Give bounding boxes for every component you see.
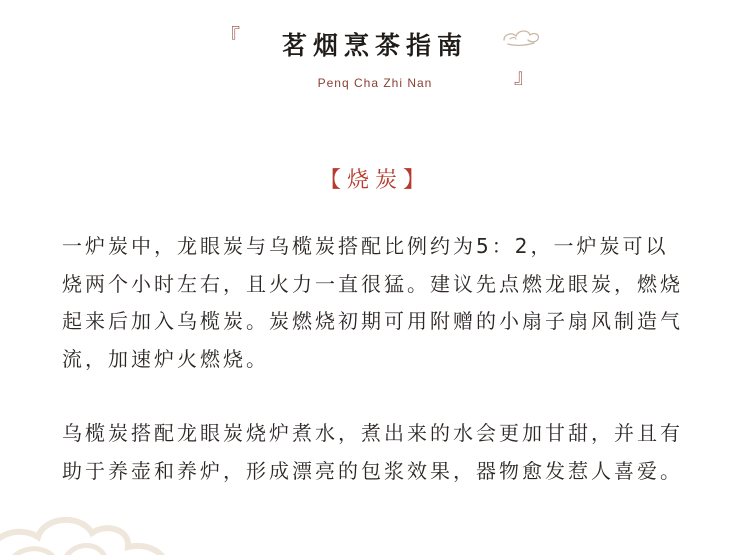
section-title: 【烧炭】 — [318, 168, 431, 193]
page-title: 茗烟烹茶指南 — [281, 31, 468, 60]
header — [0, 0, 750, 110]
title-bracket-left: 『 — [220, 24, 240, 48]
decorative-cloud-icon — [0, 495, 180, 555]
cloud-icon — [500, 26, 542, 48]
page-subtitle: Penq Cha Zhi Nan — [317, 76, 433, 90]
title-bracket-right: 』 — [514, 64, 534, 88]
paragraph: 乌榄炭搭配龙眼炭烧炉煮水，煮出来的水会更加甘甜，并且有助于养壶和养炉，形成漂亮的包浆效果，器物愈发惹人喜爱。 — [62, 421, 683, 483]
body-content — [62, 228, 690, 490]
paragraph: 一炉炭中，龙眼炭与乌榄炭搭配比例约为5：2，一炉炭可以烧两个小时左右，且火力一直很猛。建议先点燃龙眼炭，燃烧起来后加入乌榄炭。炭燃烧初期可用附赠的小扇子扇风制造气流，加速炉火燃烧。 — [62, 234, 683, 371]
